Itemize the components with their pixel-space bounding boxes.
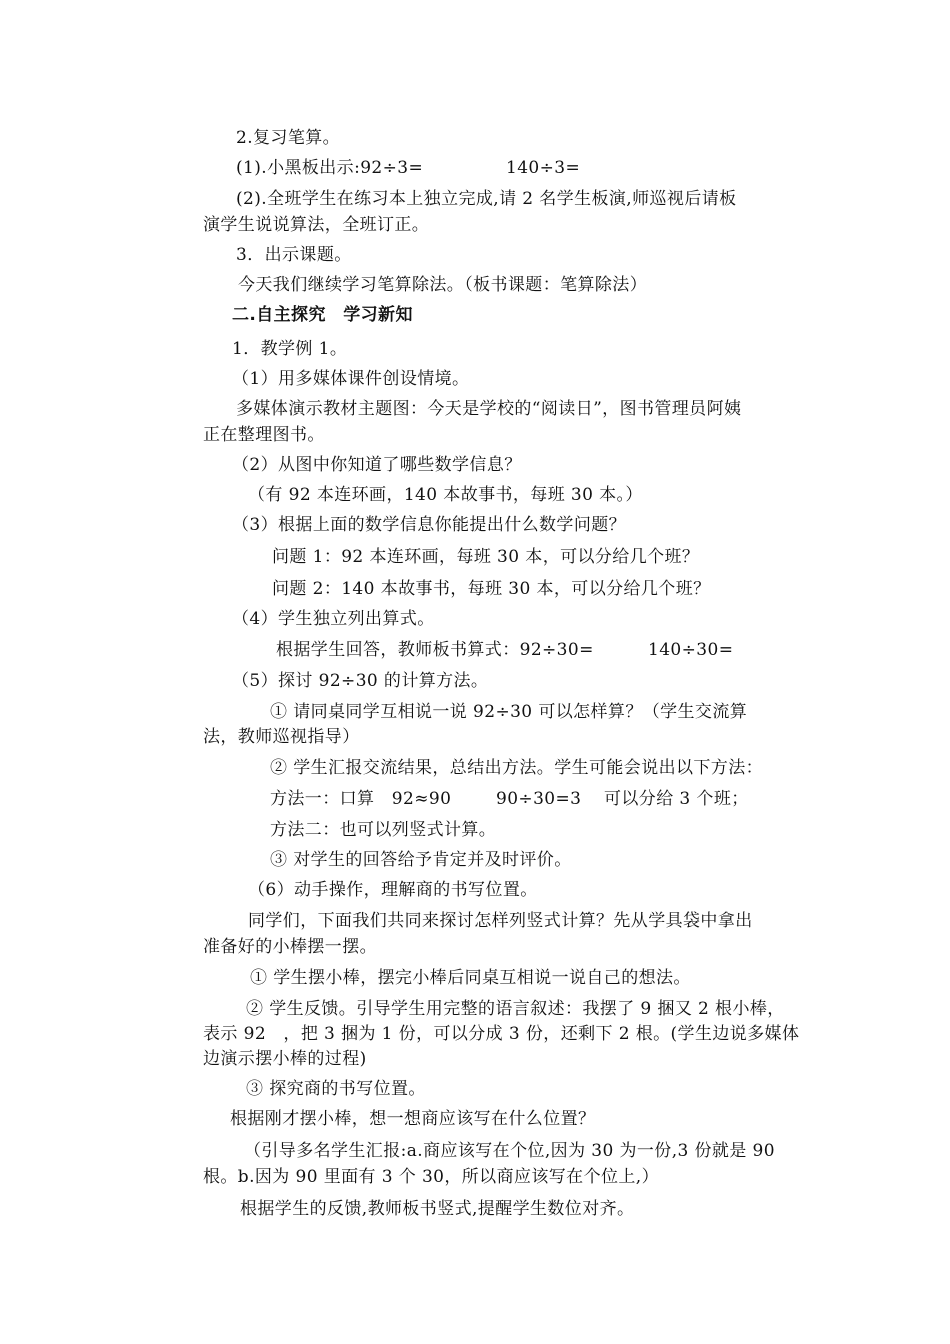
text-line: 140÷3= (506, 158, 581, 178)
text-line: 2.复习笔算。 (236, 128, 341, 148)
text-line: （5）探讨 92÷30 的计算方法。 (232, 671, 489, 691)
text-line: （4）学生独立列出算式。 (232, 609, 435, 629)
text-line: （有 92 本连环画，140 本故事书，每班 30 本。） (248, 485, 643, 505)
text-line: 根据学生的反馈,教师板书竖式,提醒学生数位对齐。 (240, 1199, 635, 1219)
text-line: (1).小黑板出示:92÷3= (236, 158, 424, 178)
text-line: 根。b.因为 90 里面有 3 个 30，所以商应该写在个位上,） (203, 1167, 659, 1187)
text-line: 根据学生回答，教师板书算式：92÷30= (276, 640, 594, 660)
text-line: 1．教学例 1。 (232, 339, 348, 359)
text-line: （2）从图中你知道了哪些数学信息？ (232, 455, 522, 475)
text-line: ② 学生反馈。引导学生用完整的语言叙述：我摆了 9 捆又 2 根小棒， (246, 999, 785, 1019)
text-line: 问题 2：140 本故事书，每班 30 本，可以分给几个班？ (272, 579, 711, 599)
text-line: 90÷30=3 (496, 789, 582, 809)
text-line: （1）用多媒体课件创设情境。 (232, 369, 470, 389)
text-line: ② 学生汇报交流结果，总结出方法。学生可能会说出以下方法： (270, 758, 764, 778)
text-line: 问题 1：92 本连环画，每班 30 本，可以分给几个班？ (272, 547, 700, 567)
text-line: ③ 探究商的书写位置。 (246, 1079, 426, 1099)
text-line: 多媒体演示教材主题图：今天是学校的“阅读日”，图书管理员阿姨 (236, 399, 742, 419)
text-line: 方法一：口算 92≈90 (270, 789, 452, 809)
text-line: 边演示摆小棒的过程) (203, 1049, 367, 1069)
text-line: （引导多名学生汇报:a.商应该写在个位,因为 30 为一份,3 份就是 90 (244, 1141, 775, 1161)
text-line: 方法二：也可以列竖式计算。 (270, 820, 497, 840)
text-line: （3）根据上面的数学信息你能提出什么数学问题？ (232, 515, 627, 535)
text-line: ① 学生摆小棒，摆完小棒后同桌互相说一说自己的想法。 (250, 968, 691, 988)
text-line: 表示 92 ，把 3 捆为 1 份，可以分成 3 份，还剩下 2 根。(学生边说多媒体 (203, 1024, 800, 1044)
text-line: (2).全班学生在练习本上独立完成,请 2 名学生板演,师巡视后请板 (236, 189, 737, 209)
text-line: 演学生说说算法，全班订正。 (203, 215, 430, 235)
text-line: 140÷30= (648, 640, 734, 660)
text-line: 同学们，下面我们共同来探讨怎样列竖式计算？先从学具袋中拿出 (248, 911, 753, 931)
text-line: 正在整理图书。 (203, 425, 325, 445)
text-line: （6）动手操作，理解商的书写位置。 (248, 880, 538, 900)
text-line: 准备好的小棒摆一摆。 (203, 937, 377, 957)
text-line: ③ 对学生的回答给予肯定并及时评价。 (270, 850, 572, 870)
text-line: 今天我们继续学习笔算除法。（板书课题：笔算除法） (238, 275, 648, 295)
text-line: 法，教师巡视指导） (203, 727, 360, 747)
text-line: 3．出示课题。 (236, 245, 352, 265)
text-line: ① 请同桌同学互相说一说 92÷30 可以怎样算？（学生交流算 (270, 702, 748, 722)
text-line: 可以分给 3 个班； (604, 789, 749, 809)
text-line: 根据刚才摆小棒，想一想商应该写在什么位置？ (230, 1109, 596, 1129)
section-heading: 二.自主探究 学习新知 (232, 305, 413, 325)
